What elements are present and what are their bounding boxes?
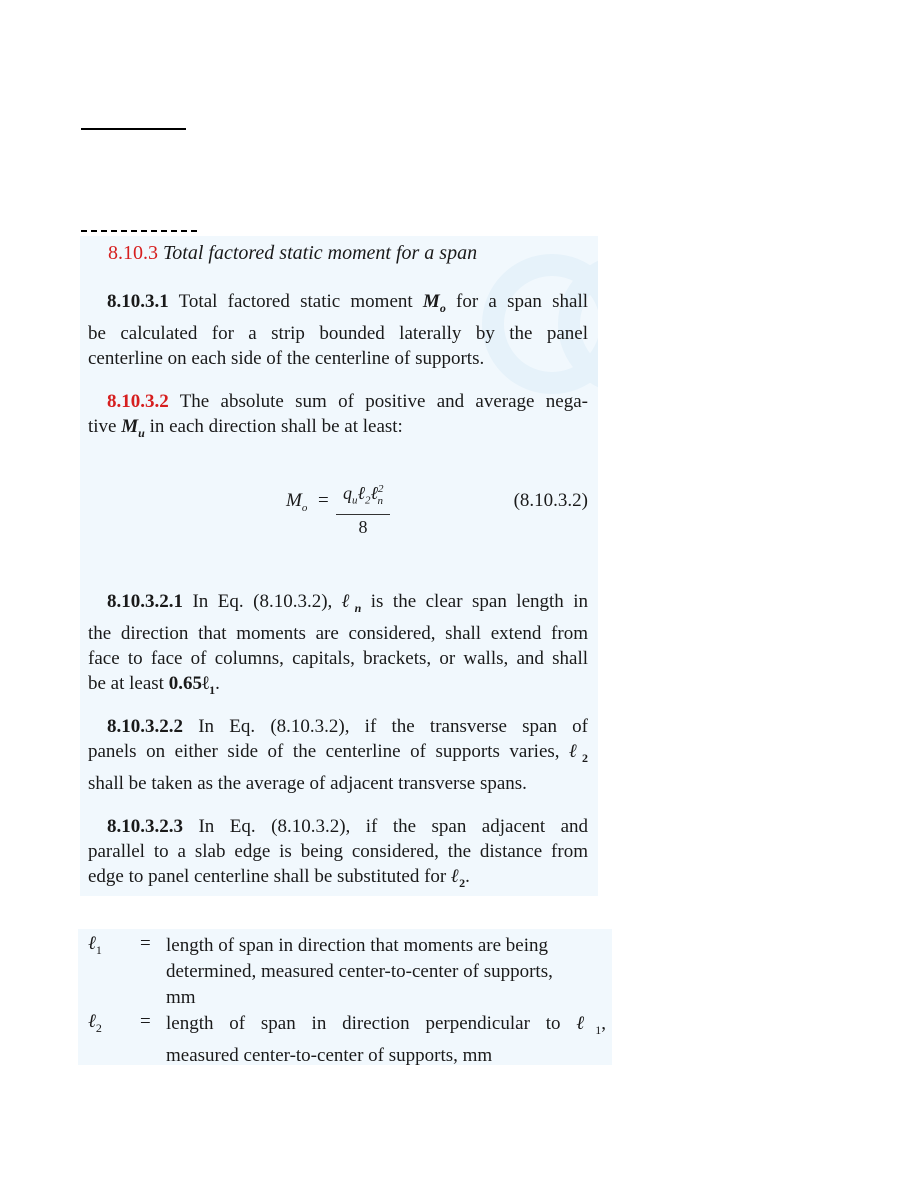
dashed-rule — [81, 230, 197, 232]
equation-denominator: 8 — [358, 516, 368, 537]
paragraph-8-10-3-2-2: 8.10.3.2.2 In Eq. (8.10.3.2), if the transverse span of panels on either side of the centerline of supports varies, ℓ$_2$ shall be taken as the average of adjacent transverse spans. — [88, 716, 589, 794]
equation-8-10-3-2 — [286, 478, 588, 537]
notation-definitions — [78, 929, 612, 1065]
para-number: 8.10.3.1 — [107, 291, 169, 312]
equation-equals: = — [318, 490, 329, 511]
def-equals: = — [140, 1011, 151, 1032]
paragraph-8-10-3-2-3: 8.10.3.2.3 In Eq. (8.10.3.2), if the span adjacent and parallel to a slab edge is being considered, the distance from edge to panel centerline shall be substituted for ℓ$_2$. — [88, 816, 588, 890]
code-excerpt-panel — [80, 236, 598, 896]
para-number: 8.10.3.2.2 — [107, 716, 183, 737]
def-symbol-l1: ℓ$_1$ — [88, 933, 102, 957]
equation-numerator: $q_u\ell_2\ell^2_n$ — [343, 483, 384, 507]
equation-tag: (8.10.3.2) — [513, 490, 588, 511]
para-number: 8.10.3.2.1 — [107, 591, 183, 612]
def-equals: = — [140, 933, 151, 954]
paragraph-8-10-3-1: 8.10.3.1 Total factored static moment $M_o$ for a span shall be calculated for a strip bounded laterally by the panel centerline on each side of the centerline of supports. — [88, 291, 589, 369]
section-title: Total factored static moment for a span — [163, 242, 478, 264]
section-heading — [108, 242, 477, 265]
fraction-bar — [336, 514, 390, 515]
section-number: 8.10.3 — [108, 242, 158, 264]
para-number: 8.10.3.2 — [107, 391, 169, 412]
equation-fraction — [336, 478, 390, 537]
def-text-l1: length of span in direction that moments are being determined, measured center-to-center of supports, mm — [166, 935, 553, 1008]
def-text-l2: length of span in direction perpendicular to ℓ$_1$, measured center-to-center of supports, mm — [166, 1013, 607, 1066]
paragraph-8-10-3-2-1: 8.10.3.2.1 In Eq. (8.10.3.2), ℓ$_n$ is the clear span length in the direction that moments are considered, shall extend from face to face of columns, capitals, brackets, or walls, and shall be at least 0.65ℓ$_1$. — [88, 591, 589, 697]
def-symbol-l2: ℓ$_2$ — [88, 1011, 102, 1035]
para-number: 8.10.3.2.3 — [107, 816, 183, 837]
equation-lhs: $M_o$ — [286, 490, 308, 514]
paragraph-8-10-3-2: 8.10.3.2 The absolute sum of positive and average nega- tive $M_u$ in each direction shall be at least: — [88, 391, 588, 440]
top-rule — [81, 128, 186, 130]
